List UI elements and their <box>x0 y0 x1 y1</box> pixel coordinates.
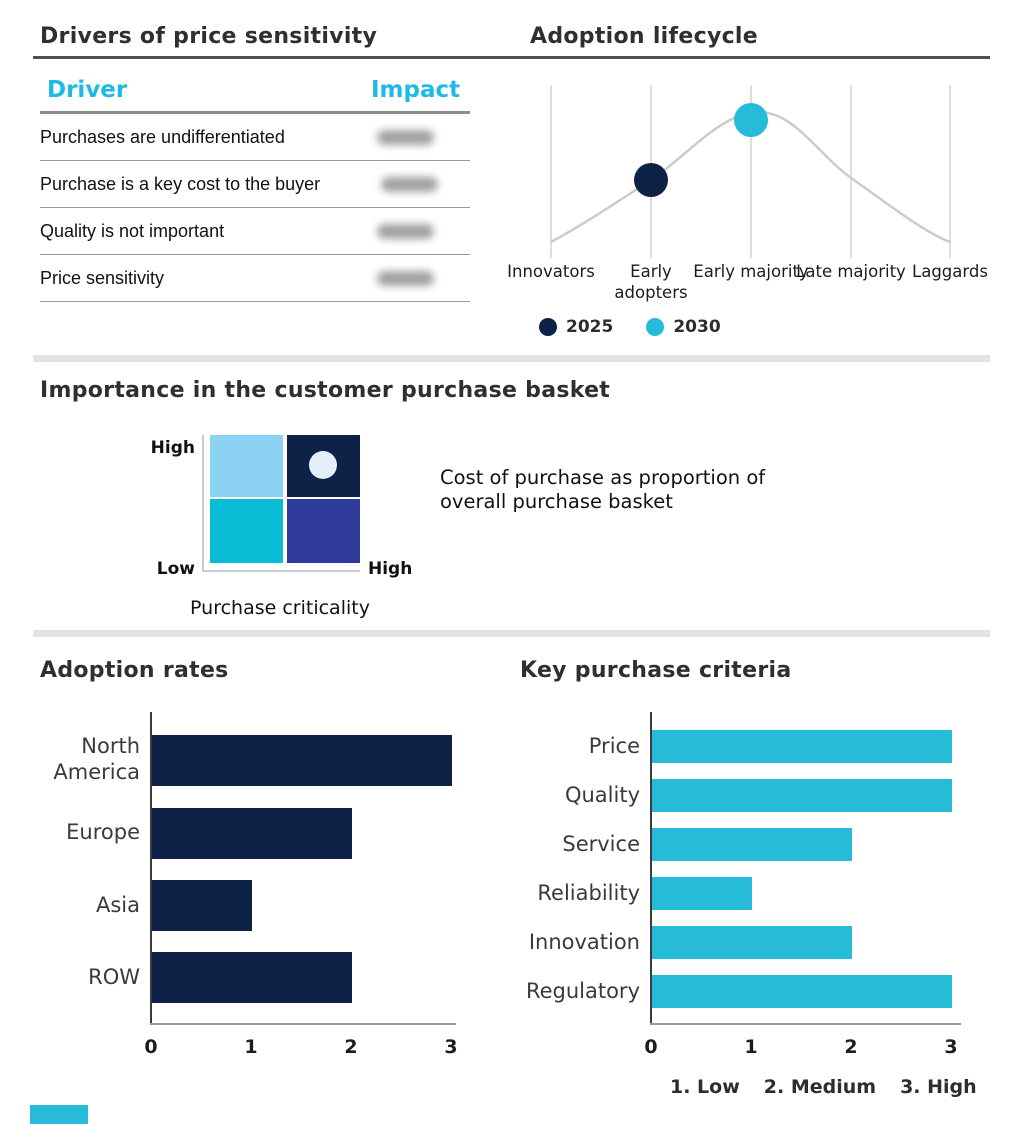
table-row <box>40 255 470 302</box>
bar-label-price: Price <box>588 734 640 758</box>
x-tick-2: 2 <box>844 1036 858 1058</box>
y-high-label: High <box>150 438 195 458</box>
scale-low: 1. Low <box>670 1076 740 1098</box>
bar-europe <box>152 808 352 859</box>
bar-innovation <box>652 926 852 959</box>
position-marker-dot <box>309 451 337 479</box>
driver-cell: Purchase is a key cost to the buyer <box>40 173 321 194</box>
x-tick-1: 1 <box>244 1036 258 1058</box>
x-tick-3: 3 <box>944 1036 958 1058</box>
basket-title: Importance in the customer purchase basket <box>40 378 611 403</box>
quadrant-top-left <box>210 435 283 497</box>
bar-north-america <box>152 735 452 786</box>
bar-price <box>652 730 952 763</box>
y-low-label: Low <box>156 559 195 579</box>
x-category-early-majority: Early majority <box>693 262 809 281</box>
table-row <box>40 208 470 255</box>
bar-label-asia: Asia <box>95 893 140 917</box>
impact-value-blurred <box>377 130 434 145</box>
bar-label-innovation: Innovation <box>528 930 640 954</box>
bar-label-north-america: North America <box>53 734 140 784</box>
marker-2030 <box>734 103 768 137</box>
table-row <box>40 114 470 161</box>
x-tick-2: 2 <box>344 1036 358 1058</box>
bar-quality <box>652 779 952 812</box>
bar-label-row: ROW <box>88 965 140 989</box>
bar-row <box>152 952 352 1003</box>
quadrant-x-axis <box>202 570 360 572</box>
bar-label-quality: Quality <box>564 783 640 807</box>
adoption-rates-title: Adoption rates <box>40 658 229 683</box>
bar-label-europe: Europe <box>66 820 140 844</box>
driver-column-header: Driver <box>47 77 128 103</box>
x-high-label: High <box>368 559 413 579</box>
impact-value-blurred <box>381 177 438 192</box>
driver-cell: Purchases are undifferentiated <box>40 126 285 147</box>
marker-2025 <box>634 163 668 197</box>
bar-label-reliability: Reliability <box>537 881 640 905</box>
adoption-rates-x-axis <box>150 1023 456 1025</box>
x-tick-1: 1 <box>744 1036 758 1058</box>
legend-label-2030: 2030 <box>673 317 721 337</box>
x-category-innovators: Innovators <box>507 262 595 281</box>
footer-accent-bar <box>30 1105 88 1124</box>
bar-regulatory <box>652 975 952 1008</box>
criteria-x-axis <box>650 1023 961 1025</box>
section-divider <box>33 630 990 637</box>
basket-annotation: Cost of purchase as proportion of overall purchase basket <box>440 466 766 513</box>
driver-cell: Price sensitivity <box>40 267 165 288</box>
impact-column-header: Impact <box>371 77 461 103</box>
driver-cell: Quality is not important <box>40 220 225 241</box>
quadrant-x-axis-title: Purchase criticality <box>190 597 370 619</box>
criteria-title: Key purchase criteria <box>520 658 792 683</box>
x-tick-3: 3 <box>444 1036 458 1058</box>
legend-dot-2030 <box>646 318 664 336</box>
bar-service <box>652 828 852 861</box>
x-tick-0: 0 <box>144 1036 158 1058</box>
scale-high: 3. High <box>900 1076 977 1098</box>
bar-reliability <box>652 877 752 910</box>
adoption-curve-chart <box>531 85 971 260</box>
x-category-early-adopters: Early adopters <box>614 262 688 302</box>
table-row <box>40 161 470 208</box>
legend-label-2025: 2025 <box>566 317 614 337</box>
quadrant-y-axis <box>202 435 204 572</box>
legend-dot-2025 <box>539 318 557 336</box>
drivers-title: Drivers of price sensitivity <box>40 24 378 49</box>
bar-asia <box>152 880 252 931</box>
lifecycle-legend <box>539 317 721 337</box>
bar-label-service: Service <box>562 832 640 856</box>
section-divider <box>33 355 990 362</box>
x-tick-0: 0 <box>644 1036 658 1058</box>
lifecycle-title: Adoption lifecycle <box>530 24 758 49</box>
impact-value-blurred <box>377 224 434 239</box>
bar-label-regulatory: Regulatory <box>525 979 640 1003</box>
x-category-late-majority: Late majority <box>796 262 906 281</box>
scale-legend <box>670 1076 977 1098</box>
quadrant-bottom-left <box>210 499 283 563</box>
scale-medium: 2. Medium <box>763 1076 877 1098</box>
x-category-laggards: Laggards <box>912 262 988 281</box>
quadrant-bottom-right <box>287 499 360 563</box>
header-rule <box>33 56 990 59</box>
quadrant-matrix <box>210 435 360 563</box>
impact-value-blurred <box>377 271 434 286</box>
